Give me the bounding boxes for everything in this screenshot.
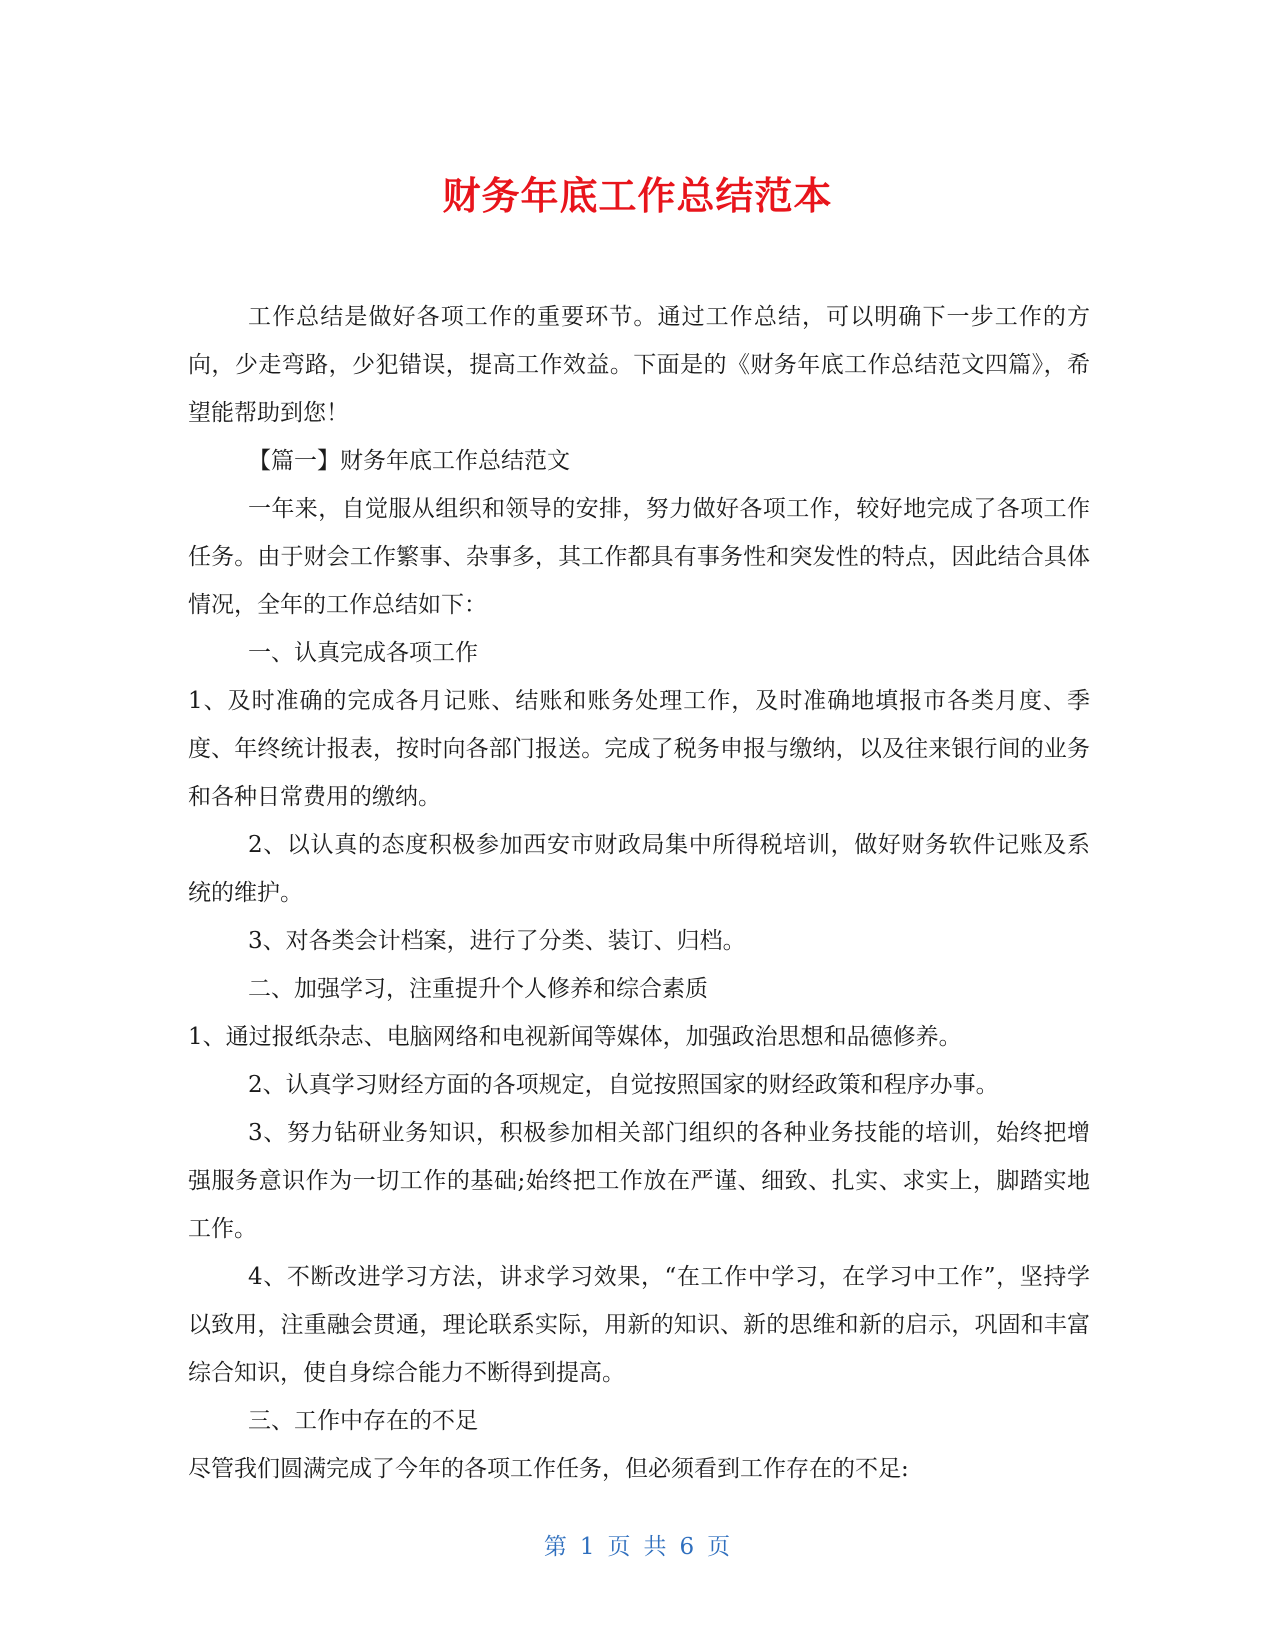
section-heading: 三、工作中存在的不足 xyxy=(248,1408,478,1434)
paragraph: 1、通过报纸杂志、电脑网络和电视新闻等媒体，加强政治思想和品德修养。 xyxy=(188,1024,962,1050)
paragraph: 2、以认真的态度积极参加西安市财政局集中所得税培训，做好财务软件记账及系统的维护。 xyxy=(188,832,1090,906)
paragraph: 3、对各类会计档案，进行了分类、装订、归档。 xyxy=(248,928,746,954)
page-footer xyxy=(0,1528,1275,1561)
paragraph: 一年来，自觉服从组织和领导的安排，努力做好各项工作，较好地完成了各项工作任务。由于财会工作繁事、杂事多，其工作都具有事务性和突发性的特点，因此结合具体情况，全年的工作总结如下： xyxy=(188,496,1090,618)
paragraph: 2、认真学习财经方面的各项规定，自觉按照国家的财经政策和程序办事。 xyxy=(248,1072,999,1098)
footer-total-unit: 页 xyxy=(707,1534,732,1560)
footer-current-page: 1 xyxy=(579,1534,596,1560)
paragraph: 3、努力钻研业务知识，积极参加相关部门组织的各种业务技能的培训，始终把增强服务意识作为一切工作的基础;始终把工作放在严谨、细致、扎实、求实上，脚踏实地工作。 xyxy=(188,1120,1090,1242)
paragraph: 尽管我们圆满完成了今年的各项工作任务，但必须看到工作存在的不足: xyxy=(188,1456,909,1482)
paragraph: 1、及时准确的完成各月记账、结账和账务处理工作，及时准确地填报市各类月度、季度、年终统计报表，按时向各部门报送。完成了税务申报与缴纳，以及往来银行间的业务和各种日常费用的缴纳。 xyxy=(188,688,1090,810)
document-title: 财务年底工作总结范本 xyxy=(442,174,833,218)
footer-total-label: 共 xyxy=(643,1534,668,1560)
paragraph: 4、不断改进学习方法，讲求学习效果，“在工作中学习，在学习中工作”，坚持学以致用，注重融会贯通，理论联系实际，用新的知识、新的思维和新的启示，巩固和丰富综合知识，使自身综合能力不断得到提高。 xyxy=(188,1264,1090,1386)
footer-total-pages: 6 xyxy=(679,1534,696,1560)
footer-page-label: 第 xyxy=(543,1534,568,1560)
section-heading: 二、加强学习，注重提升个人修养和综合素质 xyxy=(248,976,708,1002)
paragraph: 【篇一】财务年底工作总结范文 xyxy=(248,448,570,474)
section-heading: 一、认真完成各项工作 xyxy=(248,640,478,666)
paragraph: 工作总结是做好各项工作的重要环节。通过工作总结，可以明确下一步工作的方向，少走弯路，少犯错误，提高工作效益。下面是的《财务年底工作总结范文四篇》，希望能帮助到您！ xyxy=(188,304,1090,426)
document-body xyxy=(188,293,1090,1493)
footer-page-unit: 页 xyxy=(607,1534,632,1560)
